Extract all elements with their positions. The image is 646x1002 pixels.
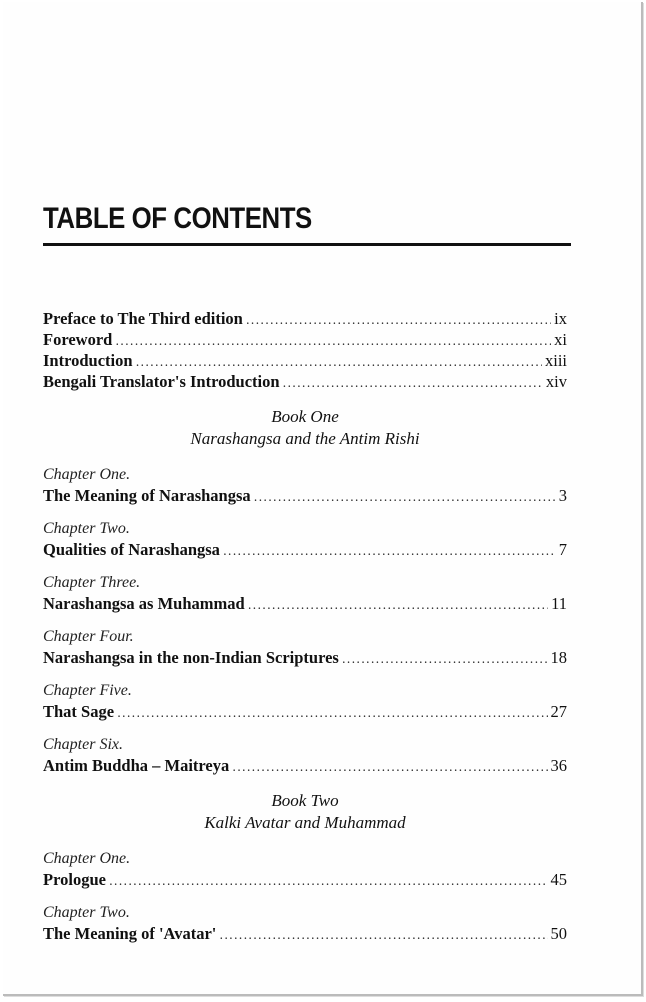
dot-leader — [136, 352, 542, 373]
book-subtitle: Narashangsa and the Antim Rishi — [190, 429, 420, 448]
chapter-label: Chapter Two. — [43, 904, 130, 921]
toc-page-number: xiv — [545, 372, 567, 391]
book-two-section — [43, 790, 567, 944]
toc-entry-chapter[interactable] — [43, 593, 567, 614]
toc-entry-label: That Sage — [43, 702, 115, 721]
book-one-section — [43, 406, 567, 776]
chapter-block — [43, 902, 567, 944]
dot-leader — [219, 925, 547, 946]
toc-entry-label: Qualities of Narashangsa — [43, 540, 220, 559]
dot-leader — [254, 487, 556, 508]
dot-leader — [342, 649, 548, 670]
toc-page-number: 50 — [550, 924, 567, 943]
toc-entry-chapter[interactable] — [43, 485, 567, 506]
toc-page-number: ix — [554, 309, 567, 328]
dot-leader — [115, 331, 551, 352]
toc-entry-label: Foreword — [43, 330, 113, 349]
toc-page-number: 36 — [550, 756, 567, 775]
front-matter-list — [43, 308, 567, 392]
chapter-block — [43, 464, 567, 506]
toc-page-number: xi — [554, 330, 567, 349]
toc-entry-chapter[interactable] — [43, 701, 567, 722]
chapter-block — [43, 680, 567, 722]
toc-entry-label: Narashangsa as Muhammad — [43, 594, 245, 613]
toc-entry-label: Prologue — [43, 870, 106, 889]
chapter-block — [43, 848, 567, 890]
dot-leader — [232, 757, 547, 778]
book-subtitle: Kalki Avatar and Muhammad — [204, 813, 406, 832]
book-heading: Book Two — [271, 791, 339, 810]
book-heading: Book One — [271, 407, 339, 426]
toc-entry-preface[interactable] — [43, 308, 567, 329]
chapter-block — [43, 734, 567, 776]
dot-leader — [248, 595, 548, 616]
chapter-label: Chapter Six. — [43, 736, 123, 753]
toc-entry-chapter[interactable] — [43, 869, 567, 890]
chapter-label: Chapter One. — [43, 850, 131, 867]
chapter-block — [43, 626, 567, 668]
toc-entry-label: Antim Buddha – Maitreya — [43, 756, 230, 775]
toc-entry-label: The Meaning of Narashangsa — [43, 486, 251, 505]
toc-page-number: 7 — [558, 540, 567, 559]
toc-entry-chapter[interactable] — [43, 647, 567, 668]
toc-page-number: 18 — [550, 648, 567, 667]
book-page — [3, 2, 643, 996]
dot-leader — [246, 310, 551, 331]
chapter-label: Chapter Three. — [43, 574, 141, 591]
toc-page-number: 11 — [551, 594, 567, 613]
chapter-label: Chapter Five. — [43, 682, 132, 699]
chapter-block — [43, 572, 567, 614]
dot-leader — [283, 373, 543, 394]
toc-entry-chapter[interactable] — [43, 539, 567, 560]
toc-entry-label: Bengali Translator's Introduction — [43, 372, 280, 391]
chapter-block — [43, 518, 567, 560]
toc-entry-chapter[interactable] — [43, 923, 567, 944]
toc-page-number: 45 — [550, 870, 567, 889]
toc-page-number: 27 — [550, 702, 567, 721]
toc-entry-translator-introduction[interactable] — [43, 371, 567, 392]
toc-entry-introduction[interactable] — [43, 350, 567, 371]
toc-entry-label: Narashangsa in the non-Indian Scriptures — [43, 648, 339, 667]
chapter-label: Chapter Four. — [43, 628, 134, 645]
chapter-label: Chapter One. — [43, 466, 131, 483]
toc-entry-chapter[interactable] — [43, 755, 567, 776]
toc-entry-label: Preface to The Third edition — [43, 309, 243, 328]
chapter-label: Chapter Two. — [43, 520, 130, 537]
page-title: TABLE OF CONTENTS — [43, 202, 312, 235]
toc-entry-label: Introduction — [43, 351, 133, 370]
table-of-contents — [43, 308, 567, 944]
toc-entry-label: The Meaning of 'Avatar' — [43, 924, 217, 943]
dot-leader — [117, 703, 547, 724]
dot-leader — [109, 871, 548, 892]
dot-leader — [223, 541, 556, 562]
toc-entry-foreword[interactable] — [43, 329, 567, 350]
toc-page-number: xiii — [544, 351, 567, 370]
toc-page-number: 3 — [558, 486, 567, 505]
title-underline — [43, 243, 571, 246]
